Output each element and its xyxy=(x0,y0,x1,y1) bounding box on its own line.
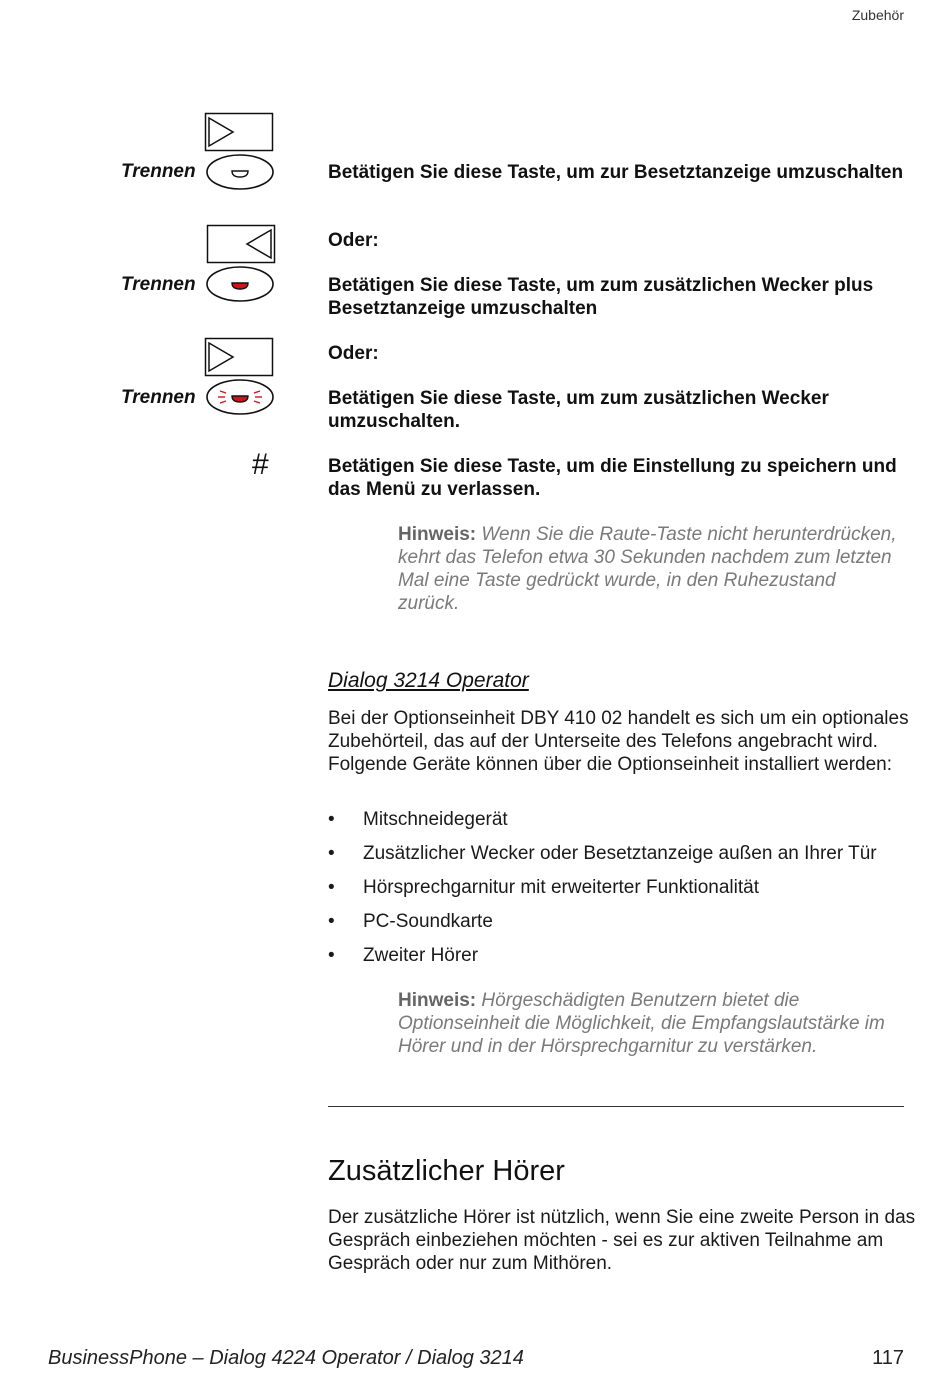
arrow-left-display-icon xyxy=(207,225,277,265)
note-2-text: Hörgeschädigten Benutzern bietet die Optionseinheit die Möglichkeit, die Empfangslautstärke im Hörer und in der Hörsprechgarnitur zu verstärken. xyxy=(398,990,885,1057)
trennen-key-lamp-on-icon[interactable] xyxy=(206,266,276,304)
section-operator-intro: Bei der Optionseinheit DBY 410 02 handelt es sich um ein optionales Zubehörteil, das auf der Unterseite des Telefons angebracht wird. Folgende Geräte können über die Optionseinheit installiert werden: xyxy=(328,708,909,775)
bullet-icon: • xyxy=(328,809,335,830)
note-1-label: Hinweis: xyxy=(398,524,477,545)
trennen-label-1: Trennen xyxy=(121,161,196,182)
list-item: Zusätzlicher Wecker oder Besetztanzeige außen an Ihrer Tür xyxy=(363,843,877,864)
step-4-text: Betätigen Sie diese Taste, um die Einstellung zu speichern und das Menü zu verlassen. xyxy=(328,456,897,500)
list-item: Hörsprechgarnitur mit erweiterter Funktionalität xyxy=(363,877,759,898)
note-1 xyxy=(398,523,898,615)
running-header: Zubehör xyxy=(851,7,904,23)
trennen-key-lamp-flashing-icon[interactable] xyxy=(206,379,276,417)
note-2-label: Hinweis: xyxy=(398,990,477,1011)
arrow-right-display-icon xyxy=(205,338,275,378)
section-operator-title: Dialog 3214 Operator xyxy=(328,669,529,692)
step-2-text: Betätigen Sie diese Taste, um zum zusätzlichen Wecker plus Besetztanzeige umzuschalten xyxy=(328,275,874,319)
step-1-text: Betätigen Sie diese Taste, um zur Besetztanzeige umzuschalten xyxy=(328,162,904,183)
list-item: PC-Soundkarte xyxy=(363,911,493,932)
bullet-icon: • xyxy=(328,945,335,966)
separator-oder-2: Oder: xyxy=(328,343,379,364)
note-1-text: Wenn Sie die Raute-Taste nicht herunterdrücken, kehrt das Telefon etwa 30 Sekunden nachdem zum letzten Mal eine Taste gedrückt wurde, in den Ruhezustand zurück. xyxy=(398,524,897,614)
bullet-icon: • xyxy=(328,911,335,932)
separator-oder-1: Oder: xyxy=(328,230,379,251)
bullet-icon: • xyxy=(328,877,335,898)
list-item: Mitschneidegerät xyxy=(363,809,508,830)
trennen-label-2: Trennen xyxy=(121,274,196,295)
trennen-key-lamp-off-icon[interactable] xyxy=(206,154,276,192)
section-divider xyxy=(328,1106,904,1107)
list-item: Zweiter Hörer xyxy=(363,945,479,966)
bullet-icon: • xyxy=(328,843,335,864)
arrow-right-display-icon xyxy=(205,113,275,153)
hash-key-icon[interactable]: # xyxy=(252,448,269,481)
footer-title: BusinessPhone – Dialog 4224 Operator / Dialog 3214 xyxy=(48,1347,524,1369)
section-handset-text: Der zusätzliche Hörer ist nützlich, wenn Sie eine zweite Person in das Gespräch einbeziehen möchten - sei es zur aktiven Teilnahme am Gespräch oder nur zum Mithören. xyxy=(328,1207,916,1274)
step-3-text: Betätigen Sie diese Taste, um zum zusätzlichen Wecker umzuschalten. xyxy=(328,388,829,432)
trennen-label-3: Trennen xyxy=(121,387,196,408)
page-number: 117 xyxy=(872,1347,904,1369)
section-handset-title: Zusätzlicher Hörer xyxy=(328,1155,565,1187)
note-2 xyxy=(398,989,898,1058)
